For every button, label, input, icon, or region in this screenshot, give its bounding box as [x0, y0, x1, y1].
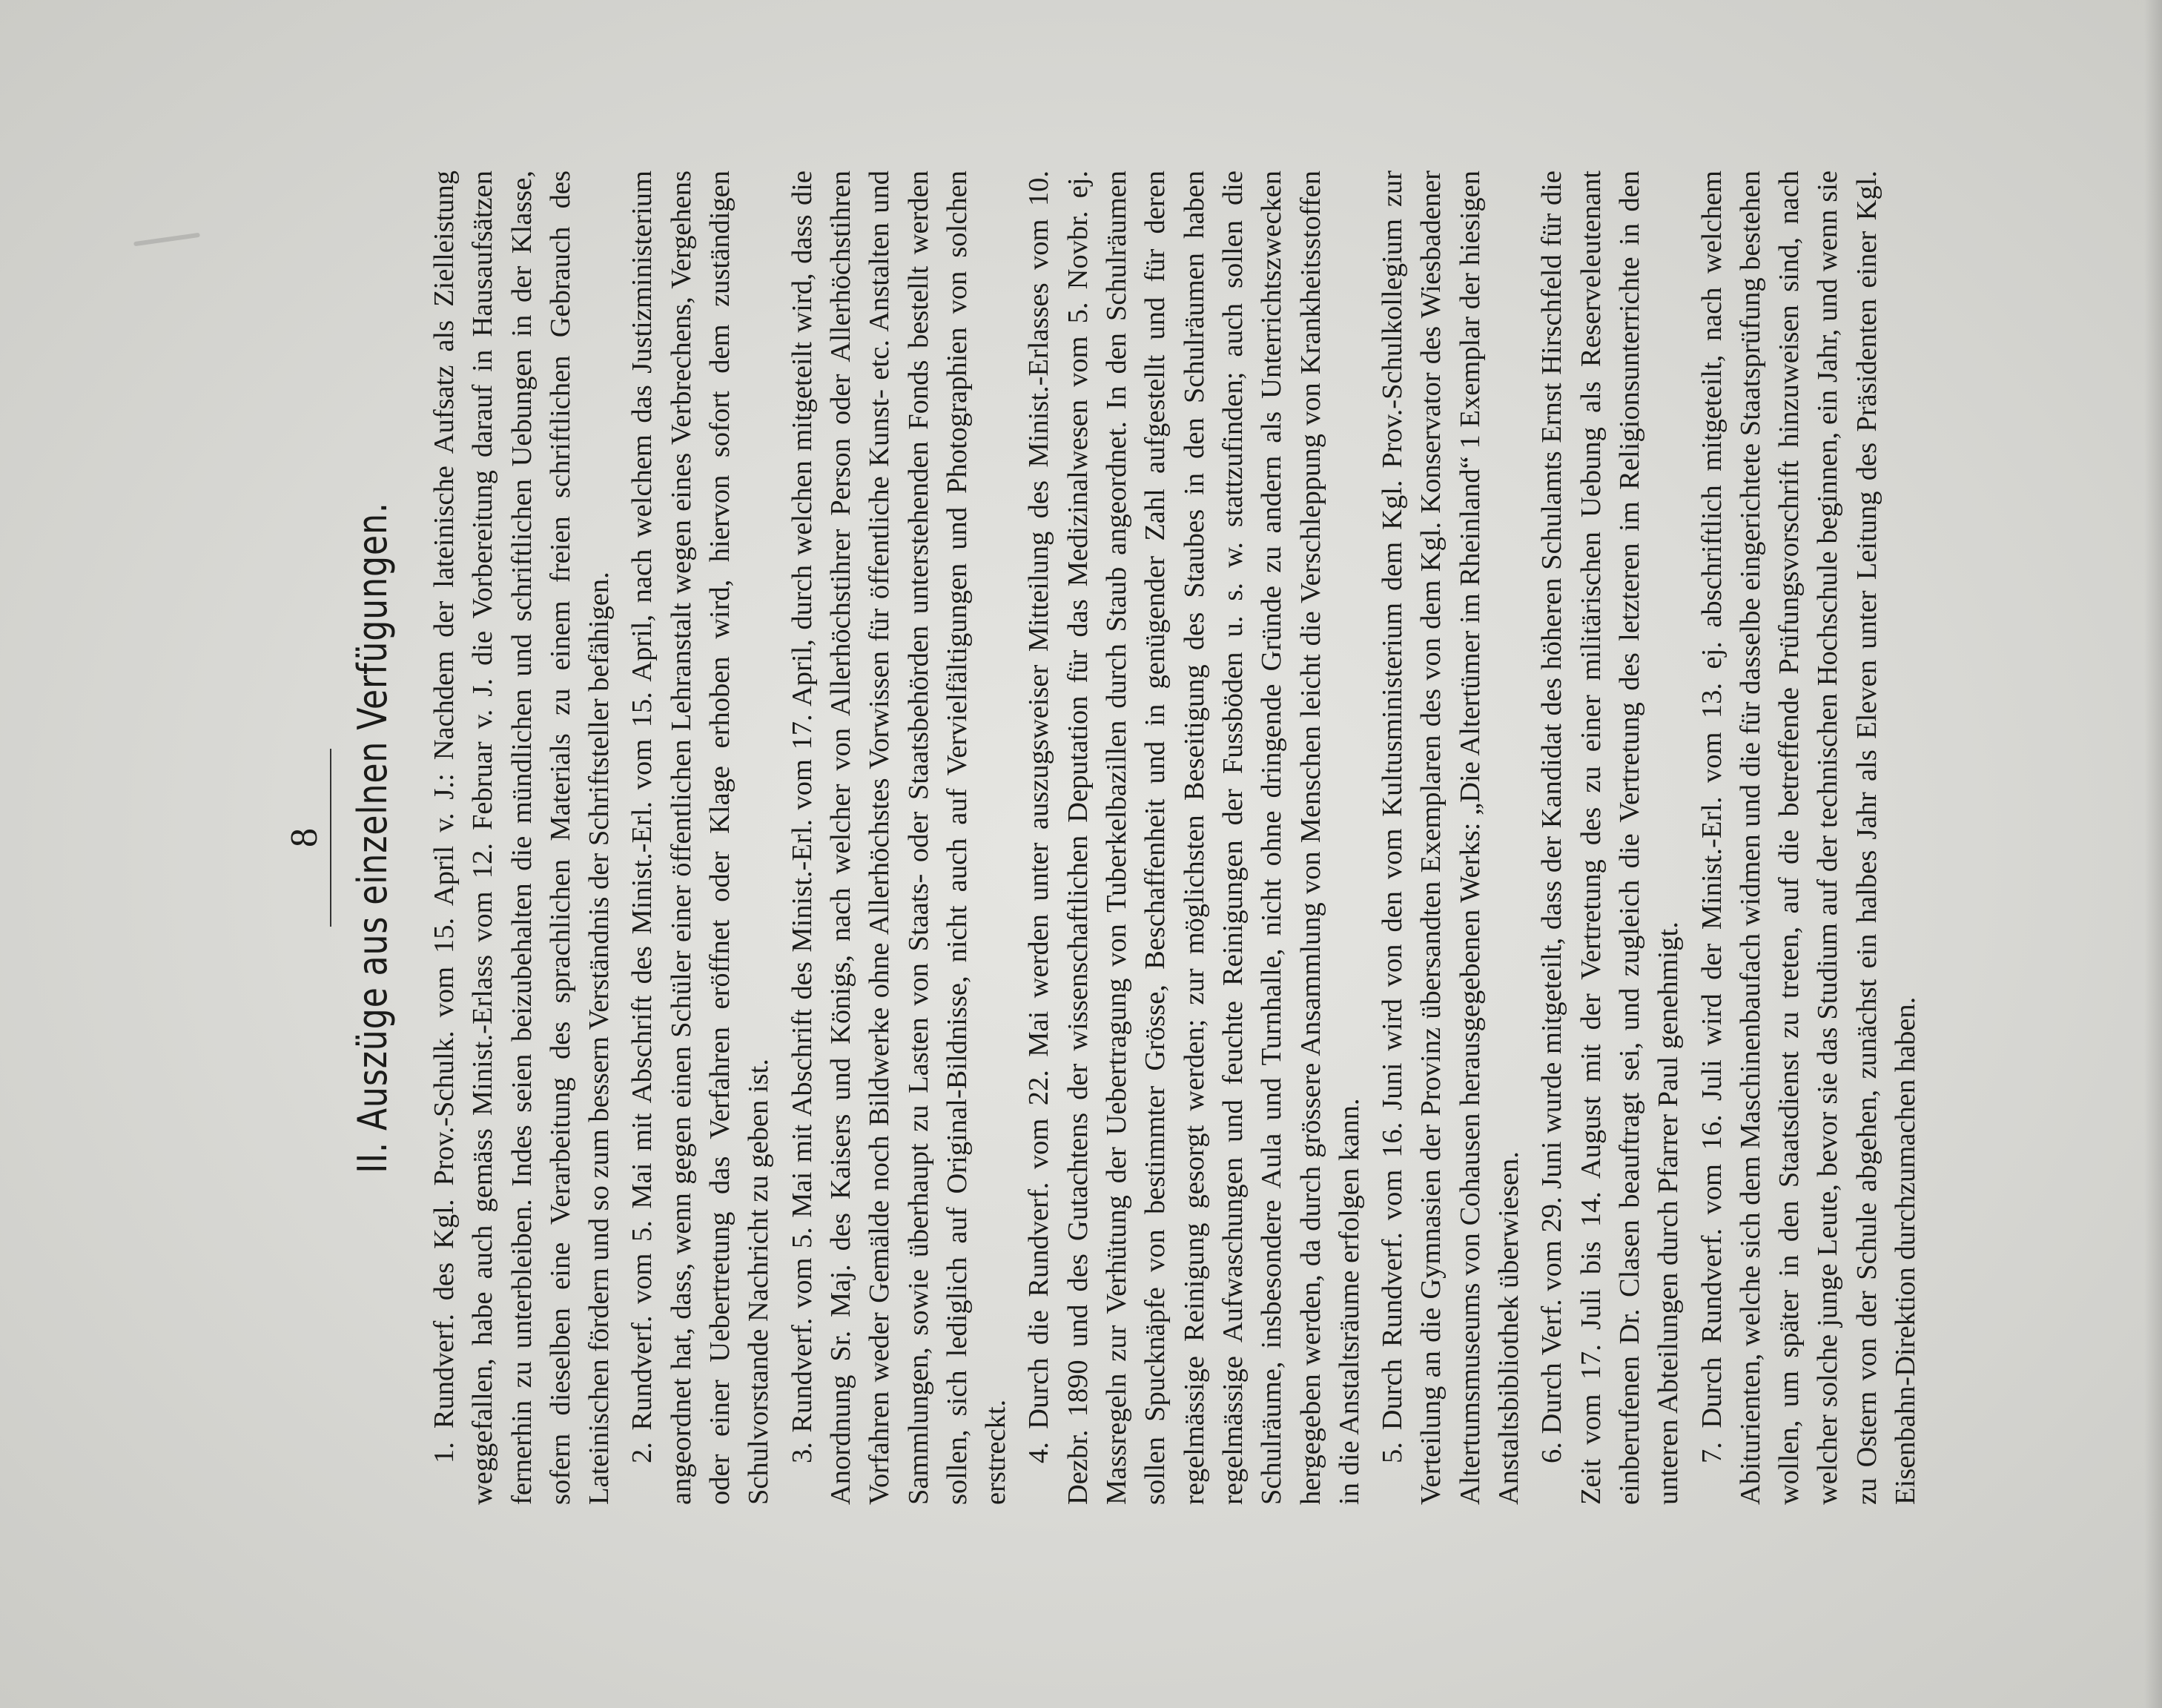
section-heading: II. Auszüge aus einzelnen Verfügungen. [349, 502, 396, 1174]
paragraph-4: 4. Durch die Rundverf. vom 22. Mai werden unter auszugsweiser Mitteilung des Minist.-Erlasses vom 10. Dezbr. 1890 und des Gutachtens der wissenschaftlichen Deputation für das Medizinalwesen vom 5. Novbr. ej. Massregeln zur Verhütung der Uebertragung von Tuberkelbazillen durch Staub angeordnet. In den Schulräumen sollen Spucknäpfe von bestimmter Grösse, Beschaffenheit und in genügender Zahl aufgestellt und für deren regelmässige Reinigung gesorgt werden; zur möglichsten Beseitigung des Staubes in den Schulräumen haben regelmässige Aufwaschungen und feuchte Reinigungen der Fussböden u. s. w. stattzufinden; auch sollen die Schulräume, insbesondere Aula und Turnhalle, nicht ohne dringende Gründe zu andern als Unterrichtszwecken hergegeben werden, da durch grössere Ansammlung von Menschen leicht die Verschleppung von Krankheitsstoffen in die Anstaltsräume erfolgen kann. [1023, 171, 1365, 1505]
paragraph-3: 3. Rundverf. vom 5. Mai mit Abschrift des Minist.-Erl. vom 17. April, durch welchen mitgeteilt wird, dass die Anordnung Sr. Maj. des Kaisers und Königs, nach welcher von Allerhöchstihrer Person oder Allerhöchstihren Vorfahren weder Gemälde noch Bildwerke ohne Allerhöchstes Vorwissen für öffentliche Kunst- etc. Anstalten und Sammlungen, sowie überhaupt zu Lasten von Staats- oder Staatsbehörden unterstehenden Fonds bestellt werden sollen, sich lediglich auf Original-Bildnisse, nicht auch auf Vervielfältigungen und Photographien von solchen erstreckt. [786, 171, 1012, 1505]
paragraph-6: 6. Durch Verf. vom 29. Juni wurde mitgeteilt, dass der Kandidat des höheren Schulamts Ernst Hirschfeld für die Zeit vom 17. Juli bis 14. August mit der Vertretung des zu einer militärischen Uebung als Reserveleutenant einberufenen Dr. Clasen beauftragt sei, und zugleich die Vertretung des letzteren im Religionsunterrichte in den unteren Abteilungen durch Pfarrer Paul genehmigt. [1536, 171, 1685, 1505]
page-number-rule [330, 749, 331, 927]
paragraph-2: 2. Rundverf. vom 5. Mai mit Abschrift des Minist.-Erl. vom 15. April, nach welchem das Justizministerium angeordnet hat, dass, wenn gegen einen Schüler einer öffentlichen Lehranstalt wegen eines Verbrechens, Vergehens oder einer Uebertretung das Verfahren eröffnet oder Klage erhoben wird, hiervon sofort dem zuständigen Schulvorstande Nachricht zu geben ist. [627, 171, 775, 1505]
page-edge-shadow [2144, 0, 2162, 1708]
paragraph-7: 7. Durch Rundverf. vom 16. Juli wird der Minist.-Erl. vom 13. ej. abschriftlich mitgeteilt, nach welchem Abiturienten, welche sich dem Maschinenbaufach widmen und die für dasselbe eingerichtete Staatsprüfung bestehen wollen, um später in den Staatsdienst zu treten, auf die betreffende Prüfungsvorschrift hinzuweisen sind, nach welcher solche junge Leute, bevor sie das Studium auf der technischen Hochschule beginnen, ein Jahr, und wenn sie zu Ostern von der Schule abgehen, zunächst ein halbes Jahr als Eleven unter Leitung des Präsidenten einer Kgl. Eisenbahn-Direktion durchzumachen haben. [1696, 171, 1921, 1505]
paragraph-1: 1. Rundverf. des Kgl. Prov.-Schulk. vom 15. April v. J.: Nachdem der lateinische Aufsatz als Zielleistung weggefallen, habe auch gemäss Minist.-Erlass vom 12. Februar v. J. die Vorbereitung darauf in Hausaufsätzen fernerhin zu unterbleiben. Indes seien beizubehalten die mündlichen und schriftlichen Uebungen in der Klasse, sofern dieselben eine Verarbeitung des sprachlichen Materials zu einem freien schriftlichen Gebrauch des Lateinischen fördern und so zum bessern Verständnis der Schriftsteller befähigen. [429, 171, 615, 1505]
paragraph-5: 5. Durch Rundverf. vom 16. Juni wird von den vom Kultusministerium dem Kgl. Prov.-Schulkollegium zur Verteilung an die Gymnasien der Provinz übersandten Exemplaren des von dem Kgl. Konservator des Wiesbadener Altertumsmuseums von Cohausen herausgegebenen Werks: „Die Altertümer im Rheinland“ 1 Exemplar der hiesigen Anstaltsbibliothek überwiesen. [1377, 171, 1525, 1505]
page-number: 8 [283, 828, 325, 847]
rotated-text-block [285, 171, 2006, 1505]
